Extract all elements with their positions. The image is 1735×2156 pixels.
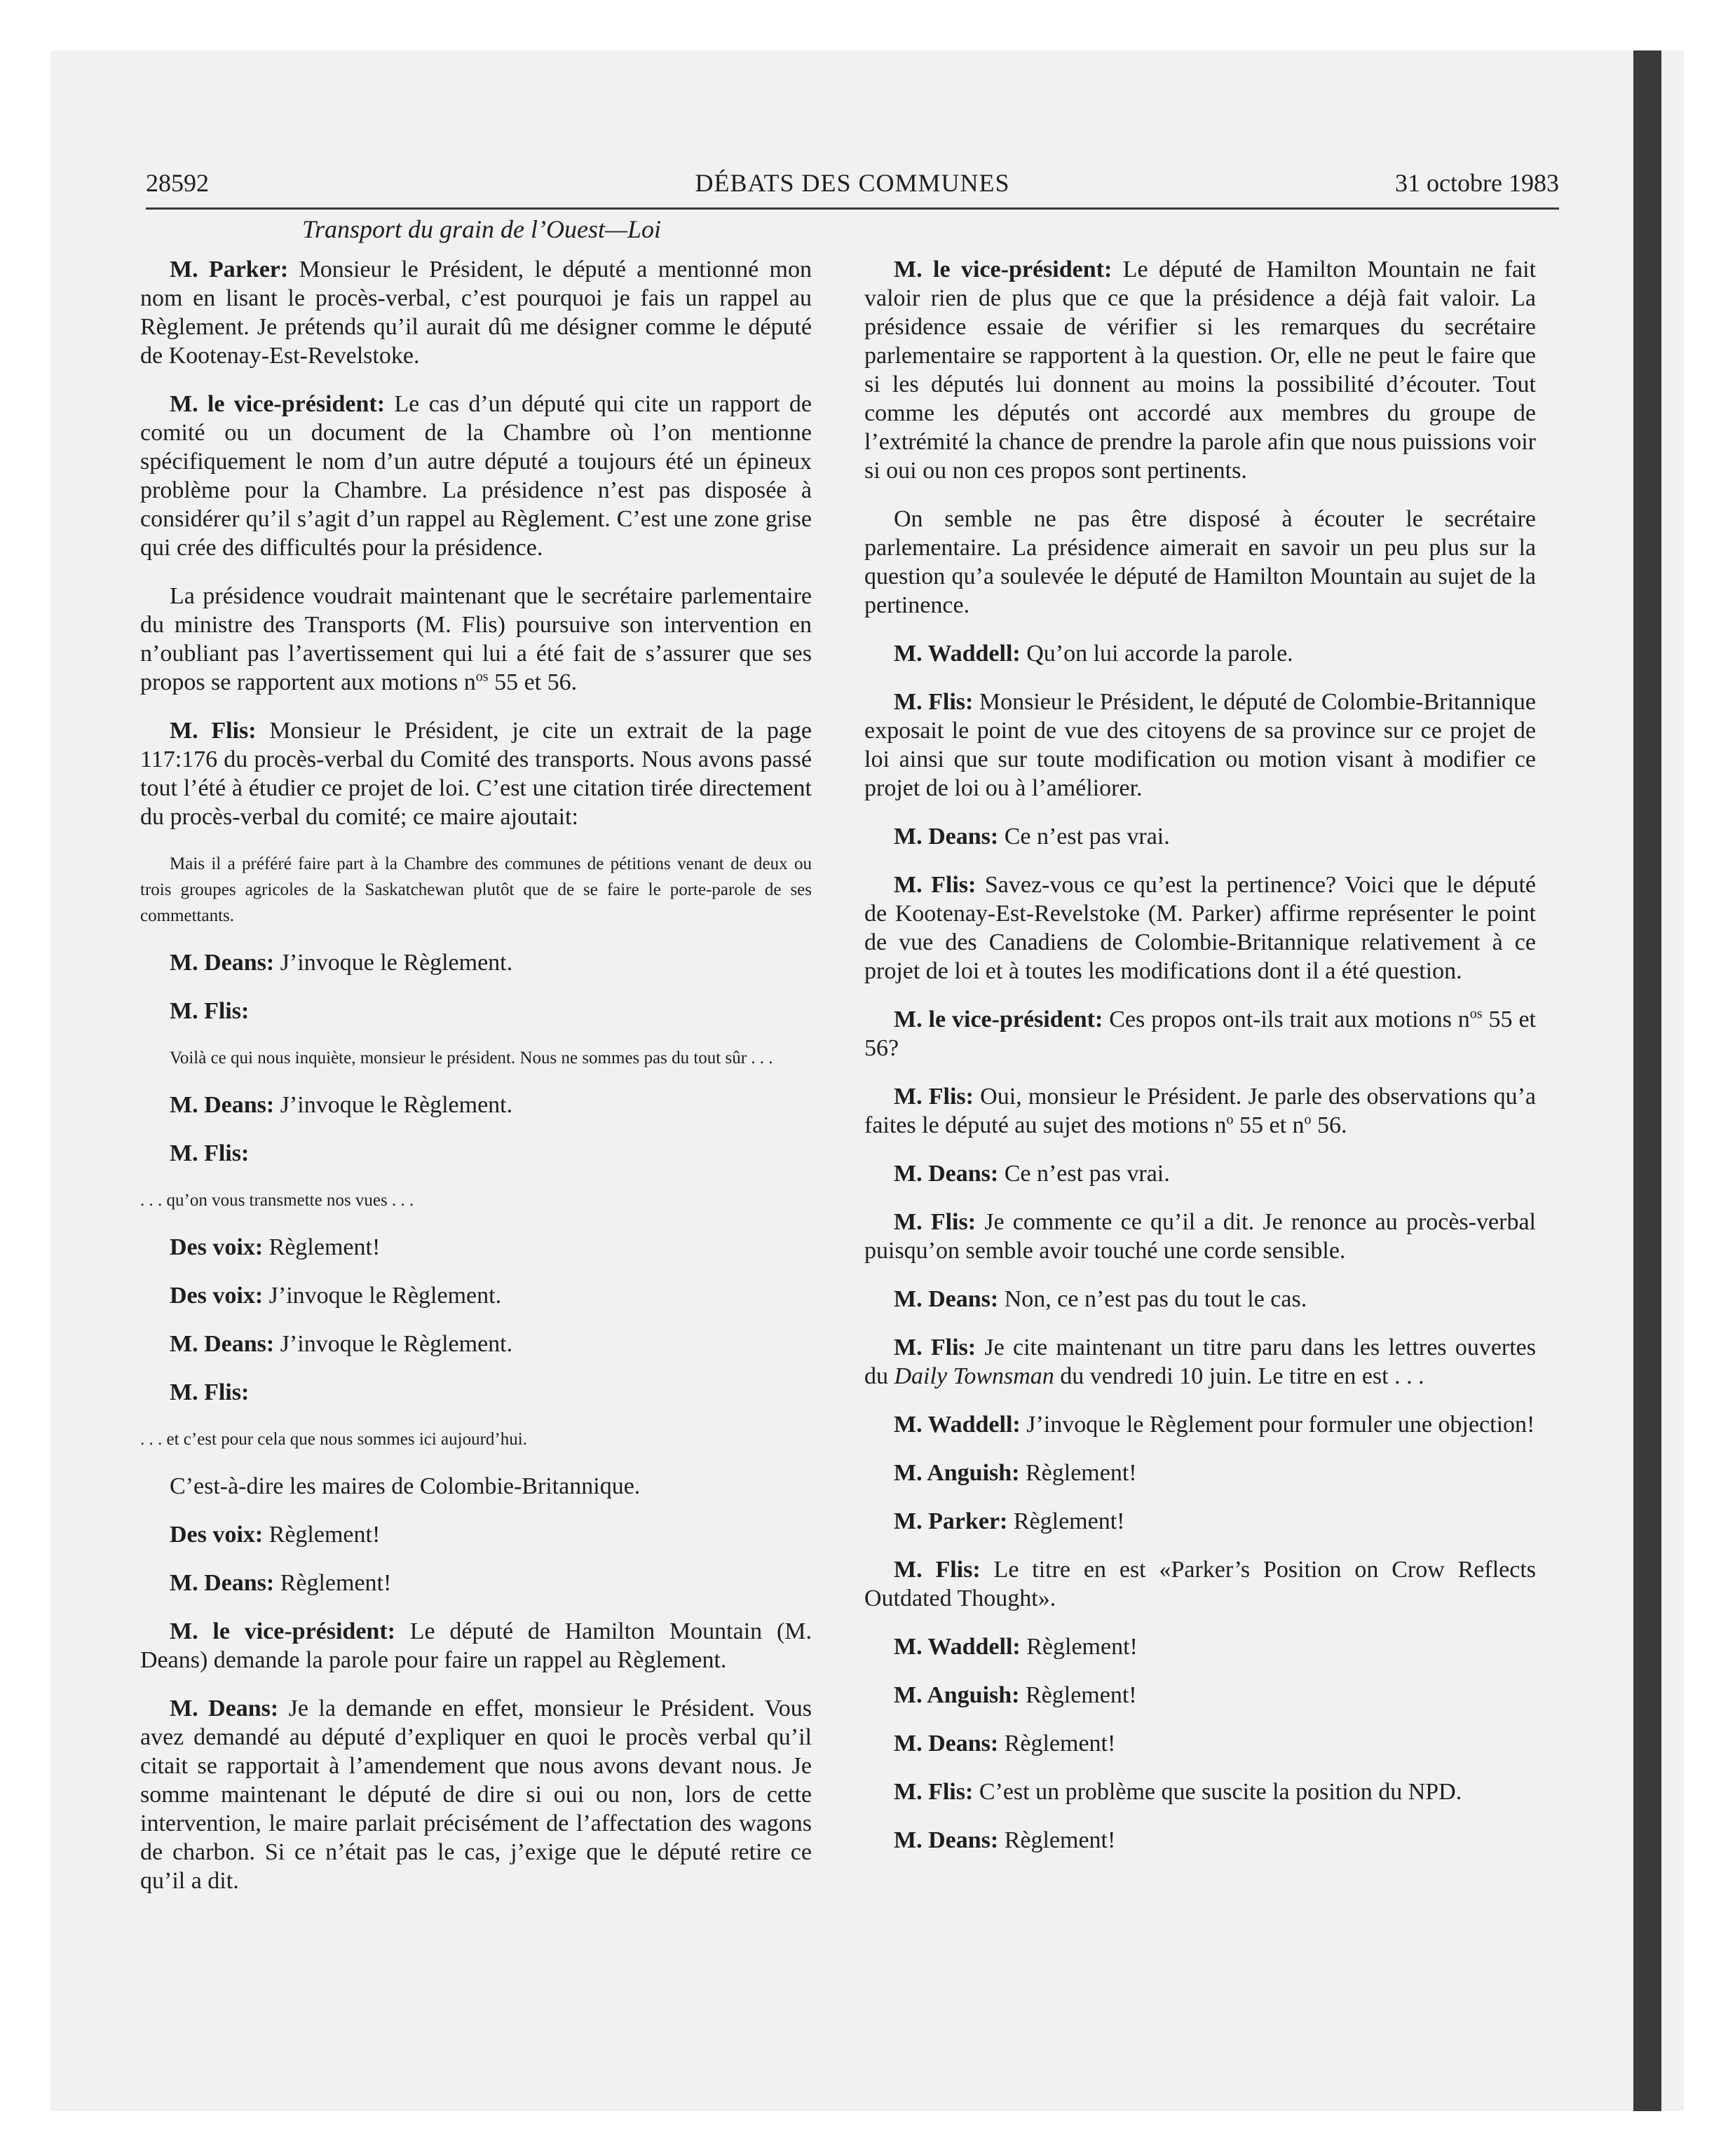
speech-paragraph [140,1520,812,1549]
speech-paragraph [864,1632,1536,1661]
speech-paragraph [864,1826,1536,1855]
speaker-name: M. Flis: [894,1557,981,1583]
speaker-name: M. Deans: [894,824,999,850]
speech-text: Monsieur le Président, le député a mentionné mon nom en lisant le procès-verbal, c’est pourquoi je fais un rappel au Règlement. Je prétends qu’il aurait dû me désigner comme le député de Kootenay-Est-Revelstoke. [140,257,812,369]
speech-text: J’invoque le Règlement pour formuler une objection! [1026,1412,1535,1438]
speech-text: 56. [1311,1112,1347,1138]
speech-paragraph [864,1005,1536,1063]
speech-text: Je commente ce qu’il a dit. Je renonce au procès-verbal puisqu’on semble avoir touché une corde sensible. [864,1209,1536,1264]
speaker-name: M. Parker: [894,1508,1008,1534]
speaker-name: M. Flis: [894,1335,977,1360]
speaker-name: Des voix: [170,1522,264,1548]
speech-text: Le député de Hamilton Mountain (M. Deans) demande la parole pour faire un rappel au Règlement. [140,1618,812,1673]
quoted-passage: Mais il a préféré faire part à la Chambre des communes de pétitions venant de deux ou trois groupes agricoles de la Saskatchewan plutôt que de se faire le porte-parole de ses commettants. [140,854,812,925]
speech-text: J’invoque le Règlement. [280,1331,513,1357]
text-paragraph [864,505,1536,620]
speech-text: Je la demande en effet, monsieur le Président. Vous avez demandé au député d’expliquer en quoi le procès verbal qu’il citait se rapportait à l’amendement que nous avons devant nous. Je somme maintenant le député de dire si oui ou non, lors de cette intervention, le maire parlait précisément de l’affectation des wagons de charbon. Si ce n’était pas le cas, j’exige que le député retire ce qu’il a dit. [140,1696,812,1894]
speaker-name: M. Deans: [894,1827,999,1853]
speech-paragraph [864,1729,1536,1758]
speech-paragraph [864,639,1536,668]
speech-text: Règlement! [268,1522,381,1548]
speaker-name: M. Deans: [894,1286,999,1312]
speech-text: 55 et 56? [864,1007,1537,1061]
right-column [864,255,1536,1874]
speech-paragraph [864,1082,1536,1140]
speech-text: Savez-vous ce qu’est la pertinence? Voici que le député de Kootenay-Est-Revelstoke (M. Parker) affirme représenter le point de vue des Canadiens de Colombie-Britannique relativement à ce projet de loi et à toutes les modifications dont il a été question. [864,872,1537,984]
speech-text: C’est un problème que suscite la position du NPD. [979,1779,1462,1805]
speaker-name: M. Deans: [170,1331,275,1357]
journal-title: DÉBATS DES COMMUNES [695,169,1010,197]
speech-text: 55 et 56. [488,669,578,695]
speech-paragraph [864,1778,1536,1806]
speaker-name: M. Deans: [170,1092,275,1118]
speaker-name: M. Anguish: [894,1460,1020,1486]
speech-paragraph [864,1681,1536,1710]
section-title: Transport du grain de l’Ouest—Loi [301,215,662,243]
speaker-name: M. Flis: [894,1084,974,1110]
speech-paragraph [864,1410,1536,1439]
speaker-name: M. le vice-président: [894,257,1113,282]
speaker-name: M. le vice-président: [170,391,386,417]
speech-text: Règlement! [1026,1682,1137,1708]
text-paragraph [140,582,812,697]
speaker-name: M. Deans: [170,950,275,976]
speaker-name: M. Waddell: [894,1412,1021,1438]
speech-paragraph [140,1569,812,1597]
number-abbreviation: os [475,669,489,685]
speech-paragraph [140,997,812,1025]
speech-text: J’invoque le Règlement. [268,1283,502,1309]
speech-text: Ces propos ont-ils trait aux motions n [1109,1007,1470,1032]
speech-text: La présidence voudrait maintenant que le secrétaire parlementaire du ministre des Transports (M. Flis) poursuive son intervention en n’oubliant pas l’avertissement qui lui a été fait de s’assurer que ses propos se rapportent aux motions n [140,583,812,695]
speaker-name: M. Anguish: [894,1682,1020,1708]
scan-binding-edge [1633,50,1661,2111]
page-number: 28592 [146,169,209,197]
speech-paragraph [140,390,812,562]
quoted-passage: Voilà ce qui nous inquiète, monsieur le président. Nous ne sommes pas du tout sûr . . . [170,1049,773,1067]
speaker-name: M. Flis: [894,872,977,898]
speech-paragraph [140,1378,812,1407]
speech-text: Règlement! [1004,1731,1116,1756]
speaker-name: M. Parker: [170,257,289,282]
quoted-passage: . . . et c’est pour cela que nous sommes ici aujourd’hui. [140,1430,527,1449]
speaker-name: M. Flis: [170,1140,250,1166]
speech-text: Le cas d’un député qui cite un rapport de comité ou un document de la Chambre où l’on mentionne spécifiquement le nom d’un autre député a toujours été un épineux problème pour la Chambre. La présidence n’est pas disposée à considérer qu’il s’agit d’un rappel au Règlement. C’est une zone grise qui crée des difficultés pour la présidence. [140,391,812,561]
speech-text: Ce n’est pas vrai. [1004,824,1170,850]
number-abbreviation: o [1226,1112,1234,1128]
speech-paragraph [864,1555,1536,1613]
speech-paragraph [140,716,812,831]
speech-paragraph [140,1617,812,1674]
speaker-name: M. Deans: [170,1570,275,1596]
speaker-name: M. le vice-président: [894,1007,1103,1032]
speaker-name: M. Flis: [894,1209,977,1235]
speaker-name: M. Waddell: [894,1634,1021,1660]
number-abbreviation: os [1469,1006,1483,1022]
speech-paragraph [864,1285,1536,1314]
speech-text: Règlement! [280,1570,392,1596]
speech-text: Le député de Hamilton Mountain ne fait valoir rien de plus que ce que la présidence a déjà fait valoir. La présidence essaie de vérifier si les remarques du secrétaire parlementaire se rapportent à la question. Or, elle ne peut le faire que si les députés lui donnent au moins la possibilité d’écouter. Tout comme les députés ont accordé aux membres du groupe de l’extrémité la chance de prendre la parole afin que nous puissions voir si oui ou non ces propos sont pertinents. [864,257,1537,484]
speech-paragraph [864,1159,1536,1188]
speaker-name: M. Deans: [170,1696,279,1721]
issue-date: 31 octobre 1983 [1395,169,1559,197]
speech-text: Monsieur le Président, le député de Colombie-Britannique exposait le point de vue des citoyens de sa province sur ce projet de loi ainsi que sur toute modification ou motion visant à modifier ce projet de loi ou à l’améliorer. [864,689,1537,801]
speech-text: Non, ce n’est pas du tout le cas. [1004,1286,1307,1312]
speech-paragraph [864,822,1536,851]
speech-text: On semble ne pas être disposé à écouter le secrétaire parlementaire. La présidence aimerait en savoir un peu plus sur la question qu’a soulevée le député de Hamilton Mountain au sujet de la pertinence. [864,506,1536,618]
speaker-name: M. Waddell: [894,641,1021,667]
speech-paragraph [864,1333,1536,1391]
speech-text: J’invoque le Règlement. [280,950,513,976]
running-header [146,164,1559,210]
speaker-name: M. Flis: [170,998,250,1024]
speech-paragraph [864,871,1536,985]
speech-paragraph [140,1139,812,1168]
speech-paragraph [864,688,1536,803]
speech-paragraph [140,1281,812,1310]
speaker-name: Des voix: [170,1283,264,1309]
speech-paragraph [140,948,812,977]
speech-paragraph [864,1208,1536,1265]
speaker-name: M. Flis: [170,1379,250,1405]
speech-text: Règlement! [1004,1827,1116,1853]
speech-text: Ce n’est pas vrai. [1004,1161,1170,1187]
speech-paragraph [140,1233,812,1262]
speech-text: Règlement! [1013,1508,1125,1534]
speech-paragraph [864,255,1536,485]
speech-text: Oui, monsieur le Président. Je parle des observations qu’a faites le député au sujet des motions n [864,1084,1536,1138]
speech-paragraph [140,1091,812,1119]
speech-text: Qu’on lui accorde la parole. [1026,641,1293,667]
speech-text: C’est-à-dire les maires de Colombie-Britannique. [170,1473,641,1499]
speaker-name: M. Deans: [894,1161,999,1187]
number-abbreviation: o [1304,1112,1312,1128]
speech-text: Règlement! [1026,1634,1138,1660]
speaker-name: M. Deans: [894,1731,999,1756]
left-column [140,255,812,1915]
speaker-name: Des voix: [170,1234,264,1260]
speech-text: Je cite maintenant un titre paru dans les lettres ouvertes du [864,1335,1537,1389]
speech-paragraph [140,255,812,370]
speaker-name: M. Flis: [894,689,974,715]
speech-text: Règlement! [268,1234,381,1260]
speech-paragraph [140,1330,812,1358]
speech-text: 55 et n [1233,1112,1305,1138]
quoted-passage: . . . qu’on vous transmette nos vues . . . [140,1191,414,1210]
speech-text: Monsieur le Président, je cite un extrait de la page 117:176 du procès-verbal du Comité des transports. Nous avons passé tout l’été à étudier ce projet de loi. C’est une citation tirée directement du procès-verbal du comité; ce maire ajoutait: [140,718,812,830]
speech-text: Règlement! [1026,1460,1137,1486]
speaker-name: M. Flis: [894,1779,974,1805]
speech-paragraph [140,1694,812,1895]
speech-text: Le titre en est «Parker’s Position on Crow Reflects Outdated Thought». [864,1557,1537,1611]
speaker-name: M. Flis: [170,718,257,744]
speaker-name: M. le vice-président: [170,1618,395,1644]
text-paragraph [140,1472,812,1501]
speech-paragraph [864,1459,1536,1487]
speech-text: J’invoque le Règlement. [280,1092,513,1118]
speech-text: du vendredi 10 juin. Le titre en est . . . [1054,1363,1424,1389]
speech-paragraph [864,1507,1536,1536]
publication-title: Daily Townsman [894,1363,1054,1389]
